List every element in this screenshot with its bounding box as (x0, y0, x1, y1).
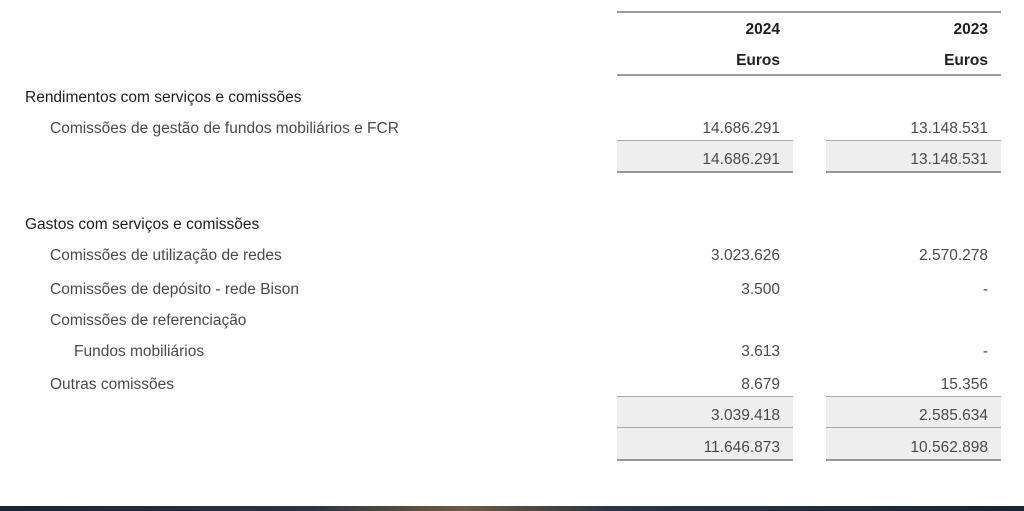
row-value-2024: 3.023.626 (711, 247, 780, 264)
row-label: Outras comissões (50, 376, 175, 393)
row-value-2023: - (982, 281, 988, 298)
unit-2024-header: Euros (736, 52, 780, 69)
year-2023-header: 2023 (953, 21, 988, 38)
total-bottom-rule (617, 459, 793, 461)
section-title-expenses: Gastos com serviços e comissões (25, 216, 260, 233)
row-label: Comissões de utilização de redes (50, 247, 282, 264)
row-value-2024: 14.686.291 (702, 120, 780, 137)
row-label: Comissões de referenciação (50, 312, 247, 329)
row-value-2023: 13.148.531 (910, 120, 988, 137)
subtotal-top-rule (826, 396, 1001, 397)
row-value-2024: 3.500 (741, 281, 780, 298)
row-label: Comissões de gestão de fundos mobiliários e FCR (50, 120, 399, 137)
row-value-2023: 2.570.278 (919, 247, 988, 264)
subtotal-value-2024: 3.039.418 (711, 407, 780, 424)
row-value-2023: - (982, 343, 988, 360)
unit-2023-header: Euros (944, 52, 988, 69)
row-label: Comissões de depósito - rede Bison (50, 281, 299, 298)
row-value-2023: 15.356 (940, 376, 988, 393)
subtotal-value-2023: 13.148.531 (910, 151, 988, 168)
section-title-income: Rendimentos com serviços e comissões (25, 89, 302, 106)
footer-strip (0, 506, 1024, 511)
year-2024-header: 2024 (745, 21, 780, 38)
subtotal-top-rule (617, 140, 793, 141)
total-value-2024: 11.646.873 (703, 439, 780, 456)
subtotal-value-2023: 2.585.634 (919, 407, 988, 424)
row-label: Fundos mobiliários (74, 343, 205, 360)
total-bottom-rule (826, 459, 1001, 461)
subtotal-bottom-rule (617, 171, 793, 173)
row-value-2024: 8.679 (741, 376, 780, 393)
subtotal-bottom-rule (826, 171, 1001, 173)
total-value-2023: 10.562.898 (910, 439, 988, 456)
subtotal-value-2024: 14.686.291 (702, 151, 780, 168)
row-value-2024: 3.613 (741, 343, 780, 360)
subtotal-top-rule (617, 396, 793, 397)
header-top-rule (617, 11, 1001, 13)
subtotal-top-rule (826, 140, 1001, 141)
header-bottom-rule (617, 74, 1001, 76)
